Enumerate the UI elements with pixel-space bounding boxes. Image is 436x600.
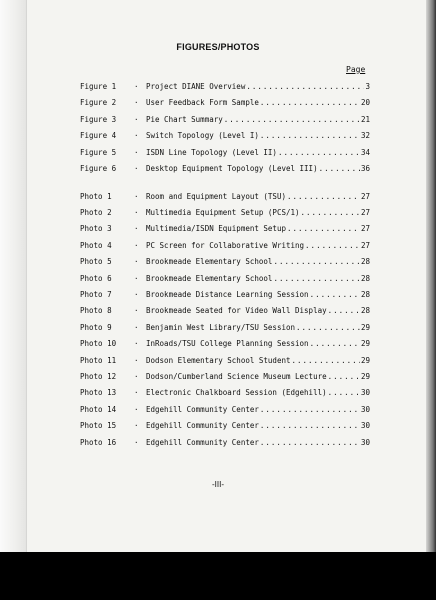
entry-page: 32	[360, 131, 370, 140]
entry-title: Brookmeade Elementary School	[146, 257, 273, 267]
entry-title: InRoads/TSU College Planning Session	[146, 339, 309, 349]
list-item	[80, 354, 370, 366]
entry-page: 21	[360, 114, 370, 124]
entry-separator: ·	[134, 81, 139, 91]
entry-separator: ·	[134, 371, 139, 381]
dot-leader	[246, 82, 364, 91]
list-item	[80, 190, 370, 202]
entry-label: Figure 2	[80, 98, 117, 107]
dot-leader	[260, 405, 360, 414]
entry-title: Project DIANE Overview	[146, 81, 246, 91]
entry-title: Dodson/Cumberland Science Museum Lecture	[146, 371, 327, 381]
entry-separator: ·	[134, 224, 139, 234]
dot-leader	[301, 208, 360, 217]
dot-leader	[319, 164, 360, 173]
dot-leader	[224, 115, 360, 124]
entry-page: 28	[360, 306, 370, 316]
entry-title: Brookmeade Distance Learning Session	[146, 289, 309, 299]
entry-page: 30	[360, 388, 370, 398]
entry-separator: ·	[134, 339, 139, 349]
list-item	[80, 113, 370, 125]
list-item	[80, 288, 370, 300]
entry-label: Photo 16	[80, 437, 117, 447]
dot-leader	[273, 257, 360, 266]
entry-label: Photo 12	[80, 371, 117, 381]
list-item	[80, 387, 370, 399]
entry-separator: ·	[134, 164, 139, 173]
dot-leader	[328, 306, 360, 315]
entry-label: Photo 6	[80, 273, 112, 283]
dot-leader	[305, 241, 360, 250]
entry-page: 30	[360, 437, 370, 447]
entry-page: 28	[360, 289, 370, 299]
entry-label: Figure 3	[80, 114, 117, 124]
entry-label: Photo 14	[80, 404, 117, 414]
entry-title: Brookmeade Elementary School	[146, 273, 273, 283]
scan-shadow	[426, 0, 436, 552]
list-item	[80, 256, 370, 268]
entry-label: Photo 4	[80, 240, 112, 250]
list-item	[80, 239, 370, 251]
entry-page: 20	[360, 98, 370, 107]
entry-label: Photo 1	[80, 191, 112, 201]
page-title: FIGURES/PHOTOS	[176, 42, 260, 52]
list-item	[80, 321, 370, 333]
dot-leader	[273, 274, 360, 283]
entry-separator: ·	[134, 240, 139, 250]
entry-page: 29	[360, 322, 370, 332]
entry-title: Benjamin West Library/TSU Session	[146, 322, 296, 332]
dot-leader	[287, 192, 360, 201]
dot-leader	[296, 323, 360, 332]
entry-separator: ·	[134, 207, 139, 217]
entry-separator: ·	[134, 147, 139, 157]
entry-page: 29	[360, 339, 370, 349]
entry-title: Room and Equipment Layout (TSU)	[146, 191, 286, 201]
entry-label: Photo 2	[80, 207, 112, 217]
entry-separator: ·	[134, 191, 139, 201]
dot-leader	[287, 224, 360, 233]
entry-title: Desktop Equipment Topology (Level III)	[146, 164, 318, 173]
dot-leader	[260, 131, 360, 140]
list-item	[80, 272, 370, 284]
entry-title: Brookmeade Seated for Video Wall Display	[146, 306, 327, 316]
entry-title: Electronic Chalkboard Session (Edgehill)	[146, 388, 327, 398]
entry-separator: ·	[134, 98, 139, 107]
entry-separator: ·	[134, 114, 139, 124]
dot-leader	[328, 388, 360, 397]
entry-page: 3	[365, 81, 370, 91]
entry-page: 28	[360, 257, 370, 267]
list-item	[80, 130, 370, 142]
entry-label: Figure 4	[80, 131, 117, 140]
entry-separator: ·	[134, 131, 139, 140]
dot-leader	[278, 148, 360, 157]
dot-leader	[260, 98, 360, 107]
entry-title: Edgehill Community Center	[146, 437, 259, 447]
entry-page: 29	[360, 371, 370, 381]
list-item	[80, 206, 370, 218]
page-number: -III-	[212, 480, 224, 489]
entry-label: Figure 6	[80, 164, 117, 173]
entry-title: PC Screen for Collaborative Writing	[146, 240, 305, 250]
dot-leader	[310, 290, 360, 299]
entry-label: Photo 9	[80, 322, 112, 332]
dot-leader	[292, 356, 360, 365]
entry-label: Photo 11	[80, 355, 117, 365]
dot-leader	[328, 372, 360, 381]
entry-label: Photo 10	[80, 339, 117, 349]
entry-title: Multimedia/ISDN Equipment Setup	[146, 224, 286, 234]
list-item	[80, 305, 370, 317]
page-edge	[0, 0, 27, 552]
entry-separator: ·	[134, 404, 139, 414]
entry-page: 30	[360, 421, 370, 431]
entry-page: 28	[360, 273, 370, 283]
entry-page: 27	[360, 207, 370, 217]
list-item	[80, 97, 370, 109]
entry-separator: ·	[134, 322, 139, 332]
entry-page: 27	[360, 240, 370, 250]
entry-title: Edgehill Community Center	[146, 404, 259, 414]
list-item	[80, 338, 370, 350]
entry-title: Edgehill Community Center	[146, 421, 259, 431]
entry-label: Photo 7	[80, 289, 112, 299]
entry-separator: ·	[134, 257, 139, 267]
list-item	[80, 163, 370, 175]
entry-page: 30	[360, 404, 370, 414]
entry-separator: ·	[134, 355, 139, 365]
entry-title: Pie Chart Summary	[146, 114, 223, 124]
entry-separator: ·	[134, 306, 139, 316]
page-column-header: Page	[346, 65, 366, 74]
entry-separator: ·	[134, 289, 139, 299]
list-item	[80, 223, 370, 235]
entry-label: Figure 5	[80, 147, 117, 157]
entry-title: Multimedia Equipment Setup (PCS/1)	[146, 207, 300, 217]
list-item	[80, 80, 370, 92]
entry-page: 27	[360, 224, 370, 234]
dot-leader	[310, 339, 360, 348]
entry-separator: ·	[134, 388, 139, 398]
dot-leader	[260, 421, 360, 430]
list-item	[80, 370, 370, 382]
entry-label: Photo 3	[80, 224, 112, 234]
entry-label: Figure 1	[80, 81, 117, 91]
dot-leader	[260, 438, 360, 447]
list-item	[80, 436, 370, 448]
list-item	[80, 146, 370, 158]
list-item	[80, 403, 370, 415]
entry-label: Photo 15	[80, 421, 117, 431]
entry-separator: ·	[134, 437, 139, 447]
entry-separator: ·	[134, 273, 139, 283]
entry-page: 34	[360, 147, 370, 157]
list-item	[80, 420, 370, 432]
entry-title: User Feedback Form Sample	[146, 98, 259, 107]
entry-title: ISDN Line Topology (Level II)	[146, 147, 277, 157]
entry-page: 29	[360, 355, 370, 365]
entry-label: Photo 5	[80, 257, 112, 267]
entry-page: 36	[360, 164, 370, 173]
entry-label: Photo 13	[80, 388, 117, 398]
entry-title: Switch Topology (Level I)	[146, 131, 259, 140]
entry-page: 27	[360, 191, 370, 201]
entry-separator: ·	[134, 421, 139, 431]
entry-label: Photo 8	[80, 306, 112, 316]
entry-title: Dodson Elementary School Student	[146, 355, 291, 365]
